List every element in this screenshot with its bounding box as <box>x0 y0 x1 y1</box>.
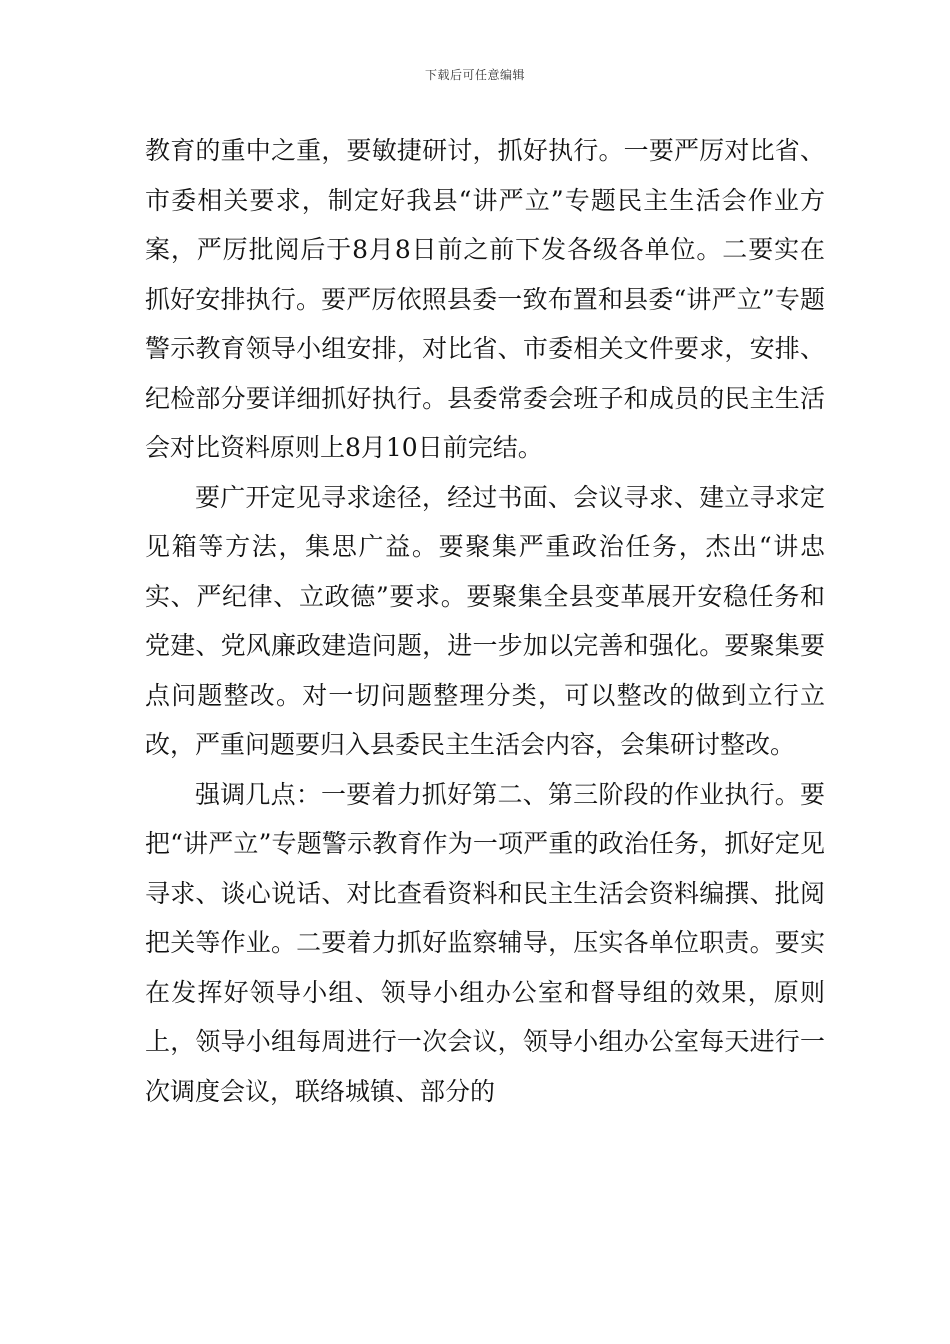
document-body <box>145 126 825 1116</box>
paragraph-opinions: 要广开定见寻求途径，经过书面、会议寻求、建立寻求定见箱等方法，集思广益。要聚集严重政治任务，杰出“讲忠实、严纪律、立政德”要求。要聚集全县变革展开安稳任务和党建、党风廉政建造问题，进一步加以完善和强化。要聚集要点问题整改。对一切问题整理分类，可以整改的做到立行立改，严重问题要归入县委民主生活会内容，会集研讨整改。 <box>145 482 825 759</box>
paragraph-emphasis: 强调几点：一要着力抓好第二、第三阶段的作业执行。要把“讲严立”专题警示教育作为一项严重的政治任务，抓好定见寻求、谈心说话、对比查看资料和民主生活会资料编撰、批阅把关等作业。二要着力抓好监察辅导，压实各单位职责。要实在发挥好领导小组、领导小组办公室和督导组的效果，原则上，领导小组每周进行一次会议，领导小组办公室每天进行一次调度会议，联络城镇、部分的 <box>145 779 825 1106</box>
page-header-note: 下载后可任意编辑 <box>424 68 525 82</box>
paragraph-continuation: 教育的重中之重，要敏捷研讨，抓好执行。一要严厉对比省、市委相关要求，制定好我县“讲严立”专题民主生活会作业方案，严厉批阅后于8月8日前之前下发各级各单位。二要实在抓好安排执行。要严厉依照县委一致布置和县委“讲严立”专题警示教育领导小组安排，对比省、市委相关文件要求，安排、纪检部分要详细抓好执行。县委常委会班子和成员的民主生活会对比资料原则上8月10日前完结。 <box>145 136 825 462</box>
